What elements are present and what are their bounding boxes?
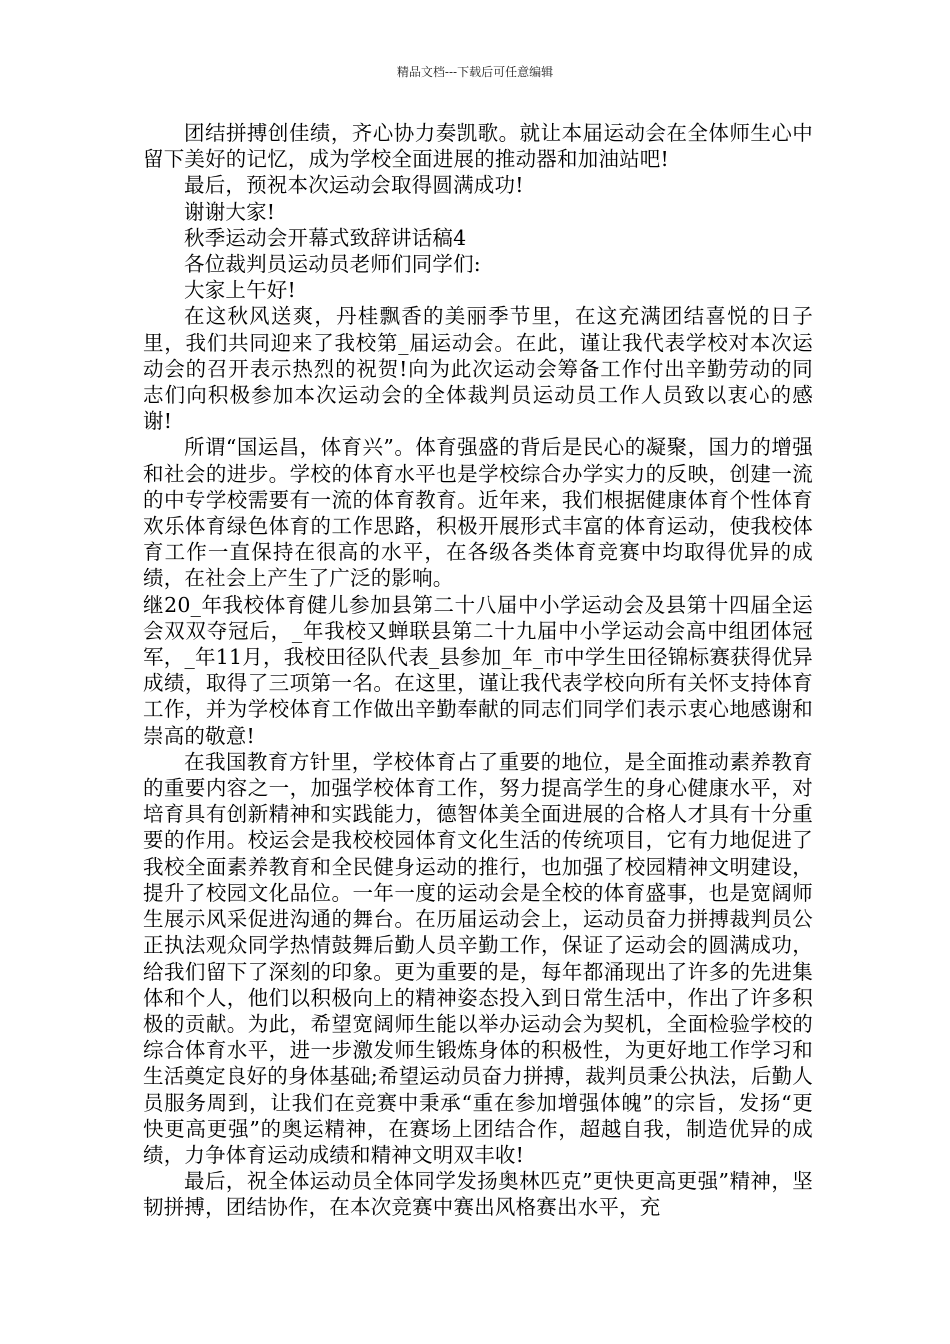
paragraph-wish-success: 最后，预祝本次运动会取得圆满成功! — [184, 173, 524, 198]
paragraph-sports-importance: 所谓“国运昌，体育兴”。体育强盛的背后是民心的凝聚，国力的增强和社会的进步。学校的体育水平也是学校综合办学实力的反映，创建一流的中专学校需要有一流的体育教育。近年来，我们根据健康体育个性体育欢乐体育绿色体育的工作思路，积极开展形式丰富的体育运动，使我校体育工作一直保持在很高的水平，在各级各类体育竞赛中均取得优异的成绩，在社会上产生了广泛的影响。 — [143, 435, 813, 591]
paragraph-final-wishes: 最后，祝全体运动员全体同学发扬奥林匹克”更快更高更强”精神，坚韧拼搏，团结协作，在本次竞赛中赛出风格赛出水平，充 — [143, 1169, 813, 1220]
speech-title: 秋季运动会开幕式致辞讲话稿4 — [184, 225, 467, 250]
paragraph-opening: 在这秋风送爽，丹桂飘香的美丽季节里，在这充满团结喜悦的日子里，我们共同迎来了我校第_届运动会。在此，谨让我代表学校对本次运动会的召开表示热烈的祝贺!向为此次运动会筹备工作付出辛勤劳动的同志们向积极参加本次运动会的全体裁判员运动员工作人员致以衷心的感谢! — [143, 304, 813, 434]
paragraph-achievements: 继20_年我校体育健儿参加县第二十八届中小学运动会及县第十四届全运会双双夺冠后，_年我校又蝉联县第二十九届中小学运动会高中组团体冠军，_年11月，我校田径队代表_县参加_年_市中学生田径锦标赛获得优异成绩，取得了三项第一名。在这里，谨让我代表学校向所有关怀支持体育工作，并为学校体育工作做出辛勤奉献的同志们同学们表示衷心地感谢和崇高的敬意! — [143, 592, 813, 748]
paragraph-education-policy: 在我国教育方针里，学校体育占了重要的地位，是全面推动素养教育的重要内容之一，加强学校体育工作，努力提高学生的身心健康水平，对培育具有创新精神和实践能力，德智体美全面进展的合格人才具有十分重要的作用。校运会是我校校园体育文化生活的传统项目，它有力地促进了我校全面素养教育和全民健身运动的推行，也加强了校园精神文明建设，提升了校园文化品位。一年一度的运动会是全校的体育盛事，也是宽阔师生展示风采促进沟通的舞台。在历届运动会上，运动员奋力拼搏裁判员公正执法观众同学热情鼓舞后勤人员辛勤工作，保证了运动会的圆满成功，给我们留下了深刻的印象。更为重要的是，每年都涌现出了许多的先进集体和个人，他们以积极向上的精神姿态投入到日常生活中，作出了许多积极的贡献。为此，希望宽阔师生能以举办运动会为契机，全面检验学校的综合体育水平，进一步激发师生锻炼身体的积极性，为更好地工作学习和生活奠定良好的身体基础;希望运动员奋力拼搏，裁判员秉公执法，后勤人员服务周到，让我们在竞赛中秉承“重在参加增强体魄”的宗旨，发扬“更快更高更强”的奥运精神，在赛场上团结合作，超越自我，制造优异的成绩，力争体育运动成绩和精神文明双丰收! — [143, 749, 813, 1167]
paragraph-closing-remarks: 团结拼搏创佳绩，齐心协力奏凯歌。就让本届运动会在全体师生心中留下美好的记忆，成为学校全面进展的推动器和加油站吧! — [143, 121, 813, 172]
page-header: 精品文档---下载后可任意编辑 — [396, 65, 554, 79]
paragraph-salutation: 各位裁判员运动员老师们同学们: — [184, 252, 481, 277]
document-body — [143, 120, 813, 1221]
paragraph-thanks: 谢谢大家! — [184, 199, 276, 224]
paragraph-greeting: 大家上午好! — [184, 278, 296, 303]
